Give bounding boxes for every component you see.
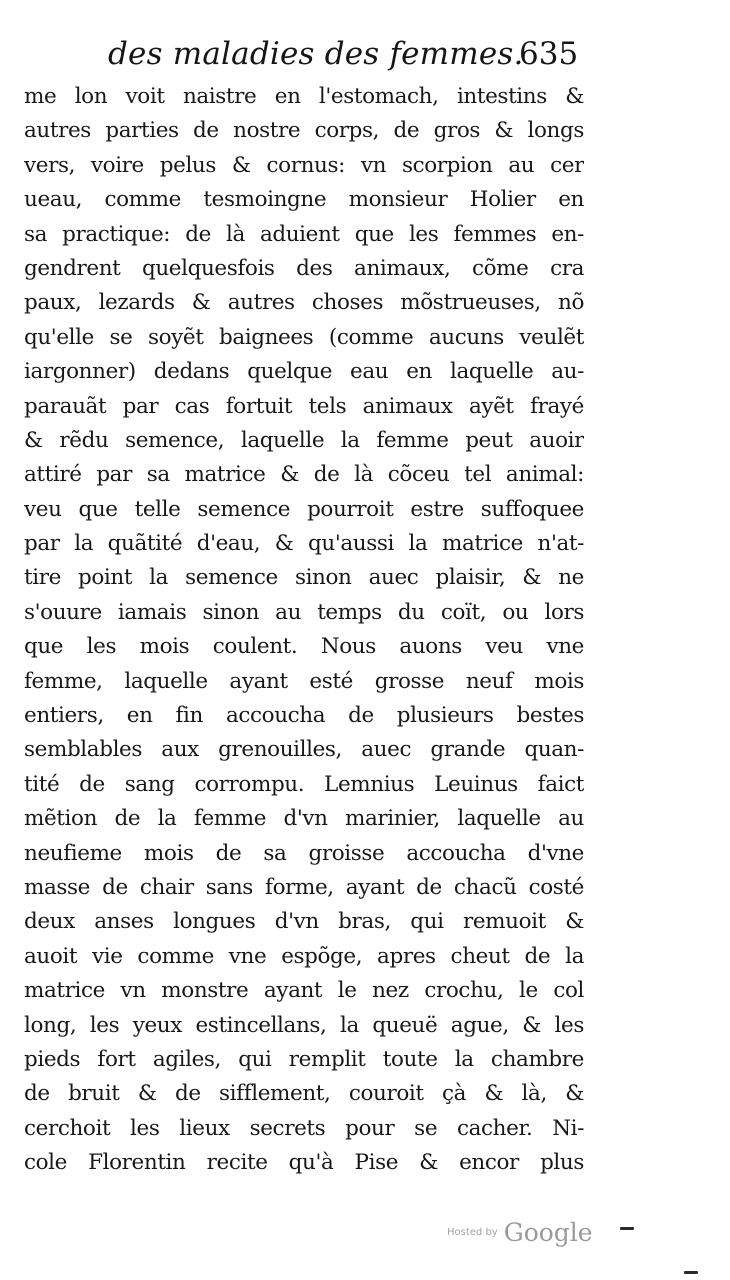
text-line: femme, laquelle ayant esté grosse neuf mois: [24, 668, 584, 694]
google-logo-text: Google: [503, 1218, 593, 1247]
text-line: cerchoit les lieux secrets pour se cacher. Ni-: [24, 1115, 584, 1141]
text-line: qu'elle se soyẽt baignees (comme aucuns veulẽt: [24, 324, 584, 350]
page-number: 635: [519, 36, 579, 72]
scan-mark: [684, 1271, 698, 1274]
text-line: autres parties de nostre corps, de gros & longs: [24, 118, 584, 144]
running-head-title: des maladies des femmes.: [108, 36, 524, 72]
scan-mark: [620, 1227, 634, 1230]
google-watermark: [447, 1218, 593, 1247]
text-line: me lon voit naistre en l'estomach, intestins &: [24, 84, 584, 109]
text-line: & rẽdu semence, laquelle la femme peut auoir: [24, 427, 584, 453]
text-line: auoit vie comme vne espõge, apres cheut de la: [24, 943, 584, 969]
text-line: paux, lezards & autres choses mõstrueuses, nõ: [24, 290, 584, 316]
text-line: entiers, en fin accoucha de plusieurs bestes: [24, 703, 584, 729]
text-line: parauãt par cas fortuit tels animaux ayẽt frayé: [24, 393, 584, 419]
text-line: pieds fort agiles, qui remplit toute la chambre: [24, 1046, 584, 1072]
running-head: [0, 34, 730, 78]
text-line: ueau, comme tesmoingne monsieur Holier en: [24, 187, 584, 213]
text-line: mẽtion de la femme d'vn marinier, laquelle au: [24, 806, 584, 832]
text-line: semblables aux grenouilles, auec grande quan-: [24, 737, 584, 763]
text-line: vers, voire pelus & cornus: vn scorpion au cer: [24, 152, 584, 178]
text-line: que les mois coulent. Nous auons veu vne: [24, 634, 584, 660]
text-line: tire point la semence sinon auec plaisir, & ne: [24, 565, 584, 591]
text-line: gendrent quelquesfois des animaux, cõme cra: [24, 255, 584, 281]
text-line: masse de chair sans forme, ayant de chacũ costé: [24, 874, 584, 900]
text-line: iargonner) dedans quelque eau en laquelle au-: [24, 359, 584, 385]
text-line: long, les yeux estincellans, la queuë ague, & les: [24, 1012, 584, 1038]
text-line: tité de sang corrompu. Lemnius Leuinus faict: [24, 771, 584, 797]
text-line: veu que telle semence pourroit estre suffoquee: [24, 496, 584, 522]
text-line: attiré par sa matrice & de là cõceu tel animal:: [24, 462, 584, 488]
text-line: deux anses longues d'vn bras, qui remuoit &: [24, 909, 584, 935]
text-line: matrice vn monstre ayant le nez crochu, le col: [24, 978, 584, 1004]
text-line: de bruit & de sifflement, couroit çà & là, &: [24, 1081, 584, 1107]
text-line: sa practique: de là aduient que les femmes en-: [24, 221, 584, 247]
text-line: cole Florentin recite qu'à Pise & encor plus: [24, 1150, 584, 1176]
text-line: par la quãtité d'eau, & qu'aussi la matrice n'at-: [24, 531, 584, 557]
text-line: s'ouure iamais sinon au temps du coït, ou lors: [24, 599, 584, 625]
text-line: neufieme mois de sa groisse accoucha d'vne: [24, 840, 584, 866]
hosted-by-label: Hosted by: [447, 1227, 498, 1238]
body-text: [24, 80, 584, 1181]
